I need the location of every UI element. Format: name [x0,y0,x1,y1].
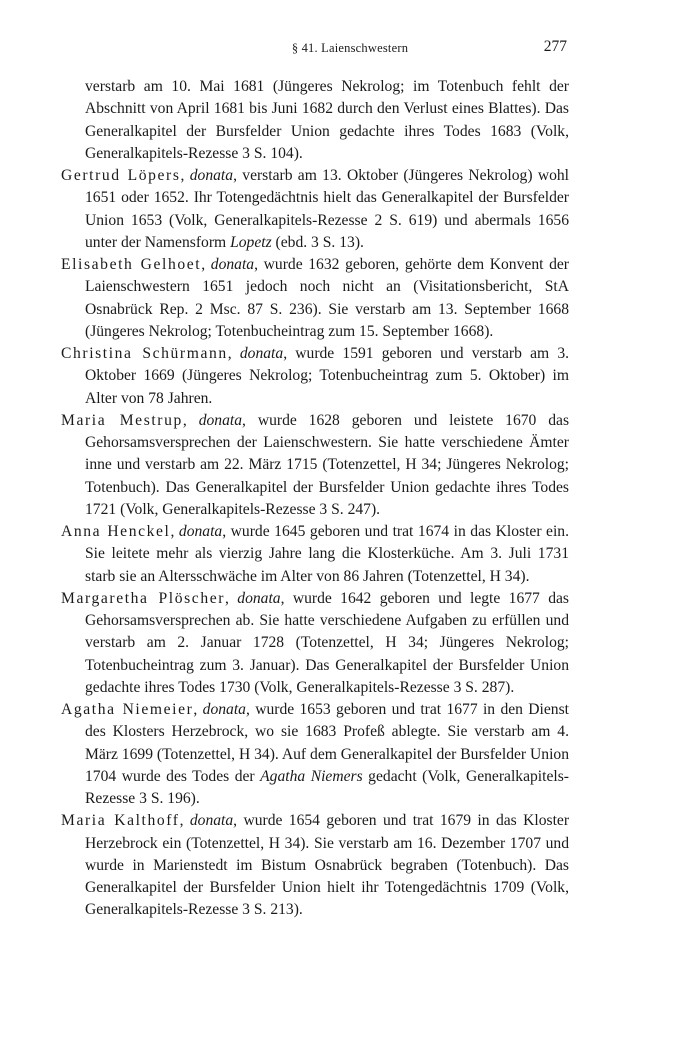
entry-name: Christina Schürmann [61,345,228,362]
entry-name: Anna Henckel [61,523,171,540]
entry-elisabeth-gelhoet: Elisabeth Gelhoet, donata, wurde 1632 geboren, gehörte dem Konvent der Laienschwestern 1651 jedoch noch nicht an (Visitationsbericht, StA Osnabrück Rep. 2 Msc. 87 S. 236). Sie verstarb am 13. September 1668 (Jüngeres Nekrolog; Totenbucheintrag zum 15. September 1668). [61,256,569,340]
entry-text: , verstarb am 13. Oktober (Jüngeres Nekrolog) wohl 1651 oder 1652. Ihr Totengedächtnis hielt das Generalkapitel der Bursfelder Union 1653 (Volk, Generalkapitels-Rezesse 2 S. 619) und abermals 1656 unter der Namensform [85,167,570,251]
entry-status: donata [202,701,246,718]
entry-name: Margaretha Plöscher [61,589,226,607]
entry-status: donata [210,256,255,273]
entry-status: donata [189,812,234,830]
entry-text: , wurde 1654 geboren und trat 1679 in das Kloster Herzebrock ein (Totenzettel, H 34). Sie verstarb am 16. Dezember 1707 und wurde in Marienstedt im Bistum Osnabrück begraben (Totenbuch). Das Generalkapitel der Bursfelder Union hielt ihr Totengedächtnis 1709 (Volk, Generalkapitels-Rezesse 3 S. 213). [85,812,570,919]
body-text [61,76,569,922]
entry-text-end: gedacht (Volk, Generalkapitels-Rezesse 3 S. 196). [85,767,569,807]
entry-name: Agatha Niemeier [61,701,194,718]
entry-maria-kalthoff: Maria Kalthoff, donata, wurde 1654 geboren und trat 1679 in das Kloster Herzebrock ein (Totenzettel, H 34). Sie verstarb am 16. Dezember 1707 und wurde in Marienstedt im Bistum Osnabrück begraben (Totenbuch). Das Generalkapitel der Bursfelder Union hielt ihr Totengedächtnis 1709 (Volk, Generalkapitels-Rezesse 3 S. 213). [61,812,570,919]
entry-text: , wurde 1645 geboren und trat 1674 in das Kloster ein. Sie leitete mehr als vierzig Jahre lang die Klosterküche. Am 3. Juli 1731 starb sie an Altersschwäche im Alter von 86 Jahren (Totenzettel, H 34). [85,523,570,585]
running-head [0,38,700,58]
entry-name: Maria Kalthoff [61,812,180,830]
entry-text: , wurde 1628 geboren und leistete 1670 das Gehorsamsversprechen der Laienschwestern. Sie hatte verschiedene Ämter inne und verstarb am 22. März 1715 (Totenzettel, H 34; Jüngeres Nekrolog; Totenbuch). Das Generalkapitel der Bursfelder Union gedachte ihres Todes 1721 (Volk, Generalkapitels-Rezesse 3 S. 247). [85,411,570,518]
entry-italic-name: Agatha Niemers [260,767,363,785]
entry-maria-mestrup: Maria Mestrup, donata, wurde 1628 geboren und leistete 1670 das Gehorsamsversprechen der Laienschwestern. Sie hatte verschiedene Ämter inne und verstarb am 22. März 1715 (Totenzettel, H 34; Jüngeres Nekrolog; Totenbuch). Das Generalkapitel der Bursfelder Union gedachte ihres Todes 1721 (Volk, Generalkapitels-Rezesse 3 S. 247). [61,411,570,518]
entry-agatha-niemeier: Agatha Niemeier, donata, wurde 1653 geboren und trat 1677 in den Dienst des Klosters Herzebrock, wo sie 1683 Profeß ablegte. Sie verstarb am 4. März 1699 (Totenzettel, H 34). Auf dem Generalkapitel der Bursfelder Union 1704 wurde des Todes der Agatha Niemers gedacht (Volk, Generalkapitels-Rezesse 3 S. 196). [61,701,570,807]
entry-italic-name: Lopetz [230,233,272,251]
entry-text: , wurde 1632 geboren, gehörte dem Konvent der Laienschwestern 1651 jedoch noch nicht an (Visitationsbericht, StA Osnabrück Rep. 2 Msc. 87 S. 236). Sie verstarb am 13. September 1668 (Jüngeres Nekrolog; Totenbucheintrag zum 15. September 1668). [85,256,569,340]
page-number: 277 [543,38,567,55]
entry-name: Elisabeth Gelhoet [61,256,202,273]
entry-text: , wurde 1653 geboren und trat 1677 in den Dienst des Klosters Herzebrock, wo sie 1683 Profeß ablegte. Sie verstarb am 4. März 1699 (Totenzettel, H 34). Auf dem Generalkapitel der Bursfelder Union 1704 wurde des Todes der [85,701,570,785]
entry-status: donata [239,345,284,362]
entry-text: , wurde 1642 geboren und legte 1677 das Gehorsamsversprechen ab. Sie hatte verschiedene Aufgaben zu erfüllen und verstarb am 2. Januar 1728 (Totenzettel, H 34; Jüngeres Nekrolog; Totenbucheintrag zum 3. Januar). Das Generalkapitel der Bursfelder Union gedachte ihres Todes 1730 (Volk, Generalkapitels-Rezesse 3 S. 287). [85,589,569,696]
entry-name: Maria Mestrup [61,411,183,429]
entry-gertrud-loepers: Gertrud Löpers, donata, verstarb am 13. Oktober (Jüngeres Nekrolog) wohl 1651 oder 1652. Ihr Totengedächtnis hielt das Generalkapitel der Bursfelder Union 1653 (Volk, Generalkapitels-Rezesse 2 S. 619) und abermals 1656 unter der Namensform Lopetz (ebd. 3 S. 13). [61,167,570,251]
entry-margaretha-ploescher: Margaretha Plöscher, donata, wurde 1642 geboren und legte 1677 das Gehorsamsversprechen ab. Sie hatte verschiedene Aufgaben zu erfüllen und verstarb am 2. Januar 1728 (Totenzettel, H 34; Jüngeres Nekrolog; Totenbucheintrag zum 3. Januar). Das Generalkapitel der Bursfelder Union gedachte ihres Todes 1730 (Volk, Generalkapitels-Rezesse 3 S. 287). [61,589,569,696]
continuation-paragraph: verstarb am 10. Mai 1681 (Jüngeres Nekrolog; im Totenbuch fehlt der Abschnitt von April 1681 bis Juni 1682 durch den Verlust eines Blattes). Das Generalkapitel der Bursfelder Union gedachte ihres Todes 1683 (Volk, Generalkapitels-Rezesse 3 S. 104). [85,78,569,162]
running-title: § 41. Laienschwestern [291,41,409,55]
entry-anna-henckel: Anna Henckel, donata, wurde 1645 geboren und trat 1674 in das Kloster ein. Sie leitete mehr als vierzig Jahre lang die Klosterküche. Am 3. Juli 1731 starb sie an Altersschwäche im Alter von 86 Jahren (Totenzettel, H 34). [61,523,570,585]
entry-text-end: (ebd. 3 S. 13). [271,233,364,251]
entry-name: Gertrud Löpers [61,167,181,184]
entry-status: donata [189,167,234,184]
entry-status: donata [178,523,223,540]
entry-text: , wurde 1591 geboren und verstarb am 3. Oktober 1669 (Jüngeres Nekrolog; Totenbucheintrag zum 5. Oktober) im Alter von 78 Jahren. [85,345,570,407]
entry-christina-schuermann: Christina Schürmann, donata, wurde 1591 geboren und verstarb am 3. Oktober 1669 (Jüngeres Nekrolog; Totenbucheintrag zum 5. Oktober) im Alter von 78 Jahren. [61,345,570,407]
entry-status: donata [198,411,243,429]
entry-status: donata [237,589,281,607]
